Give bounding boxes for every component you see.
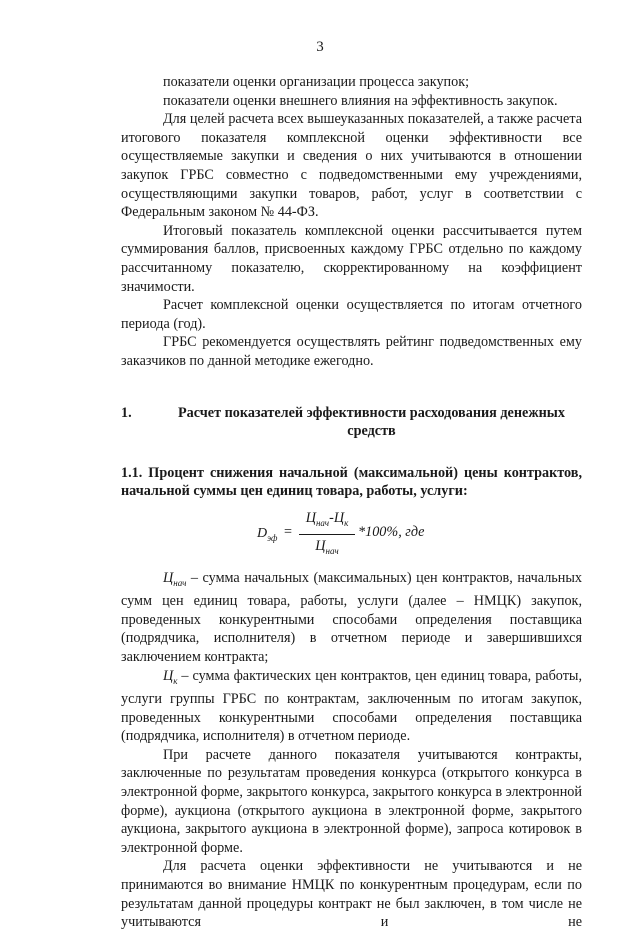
formula-lhs: $D_{эф}$ (257, 525, 278, 543)
symbol-initial-price: $Ц_{нач}$ (163, 569, 187, 588)
formula-denominator: $Ц_{нач}$ (315, 538, 339, 557)
definition-initial-price: $Ц_{нач}$ – сумма начальных (максимальных) цен контрактов, начальных сумм цен единиц товара, работы, услуги (далее – НМЦК) закупок, проведенных конкурентными способами определения поставщика (подрядчика, исполнителя) в отчетном периоде и завершившихся заключением контракта; (121, 569, 582, 666)
subsection-heading: 1.1. Процент снижения начальной (максимальной) цены контрактов, начальной суммы цен единиц товара, работы, услуги: (121, 464, 582, 500)
section-heading (121, 404, 582, 441)
paragraph-rating-recommendation: ГРБС рекомендуется осуществлять рейтинг подведомственных ему заказчиков по данной методике ежегодно. (121, 334, 582, 369)
paragraph-organization-indicators: показатели оценки организации процесса закупок; (163, 74, 470, 90)
section-title: Расчет показателей эффективности расходования денежных средств (178, 404, 565, 440)
paragraph-excluded-procedures: Для расчета оценки эффективности не учитываются и не принимаются во внимание НМЦК по конкурентным процедурам, если по результатам данной процедуры контракт не был заключен, в том числе не учитываются и не (121, 858, 582, 931)
formula-fraction (299, 509, 355, 561)
formula-block (121, 509, 582, 559)
symbol-contract-price: $Ц_к$ (163, 667, 178, 686)
formula-numerator: $Ц_{нач}-Ц_к$ (305, 509, 349, 528)
section-number: 1. (121, 404, 132, 421)
paragraph-calculation-scope: Для целей расчета всех вышеуказанных показателей, а также расчета итогового показателя комплексной оценки эффективности все осуществляемые закупки и сведения о них учитываются в отношении закупок ГРБС совместно с подведомственными ему учреждениями, осуществляющими закупки товаров, работ, услуг в соответствии с Федеральным законом № 44-ФЗ. (121, 111, 582, 221)
formula-equals: = (284, 523, 293, 540)
paragraph-counted-contracts: При расчете данного показателя учитываются контракты, заключенные по результатам проведения конкурса (открытого конкурса в электронной форме, закрытого конкурса, закрытого конкурса в электронной форме), аукциона (открытого аукциона в электронной форме, закрытого аукциона, закрытого аукциона в электронной форме), запроса котировок в электронной форме. (121, 746, 582, 856)
paragraph-total-indicator: Итоговый показатель комплексной оценки рассчитывается путем суммирования баллов, присвоенных каждому ГРБС отдельно по каждому рассчитанному показателю, скорректированному на коэффициент значимости. (121, 222, 582, 295)
paragraph-external-indicators: показатели оценки внешнего влияния на эффективность закупок. (163, 92, 558, 109)
formula-fraction-bar (299, 534, 355, 535)
paragraph-reporting-period: Расчет комплексной оценки осуществляется по итогам отчетного периода (год). (121, 297, 582, 332)
definition-contract-price: $Ц_к$ – сумма фактических цен контрактов, цен единиц товара, работы, услуги группы ГРБС по контрактам, заключенным по итогам закупок, проведенных конкурентными способами определения поставщика (подрядчика, исполнителя) в отчетном периоде. (121, 667, 582, 745)
document-body (121, 73, 582, 932)
formula-multiplier: *100%, где (358, 523, 425, 540)
page-number: 3 (316, 39, 324, 55)
